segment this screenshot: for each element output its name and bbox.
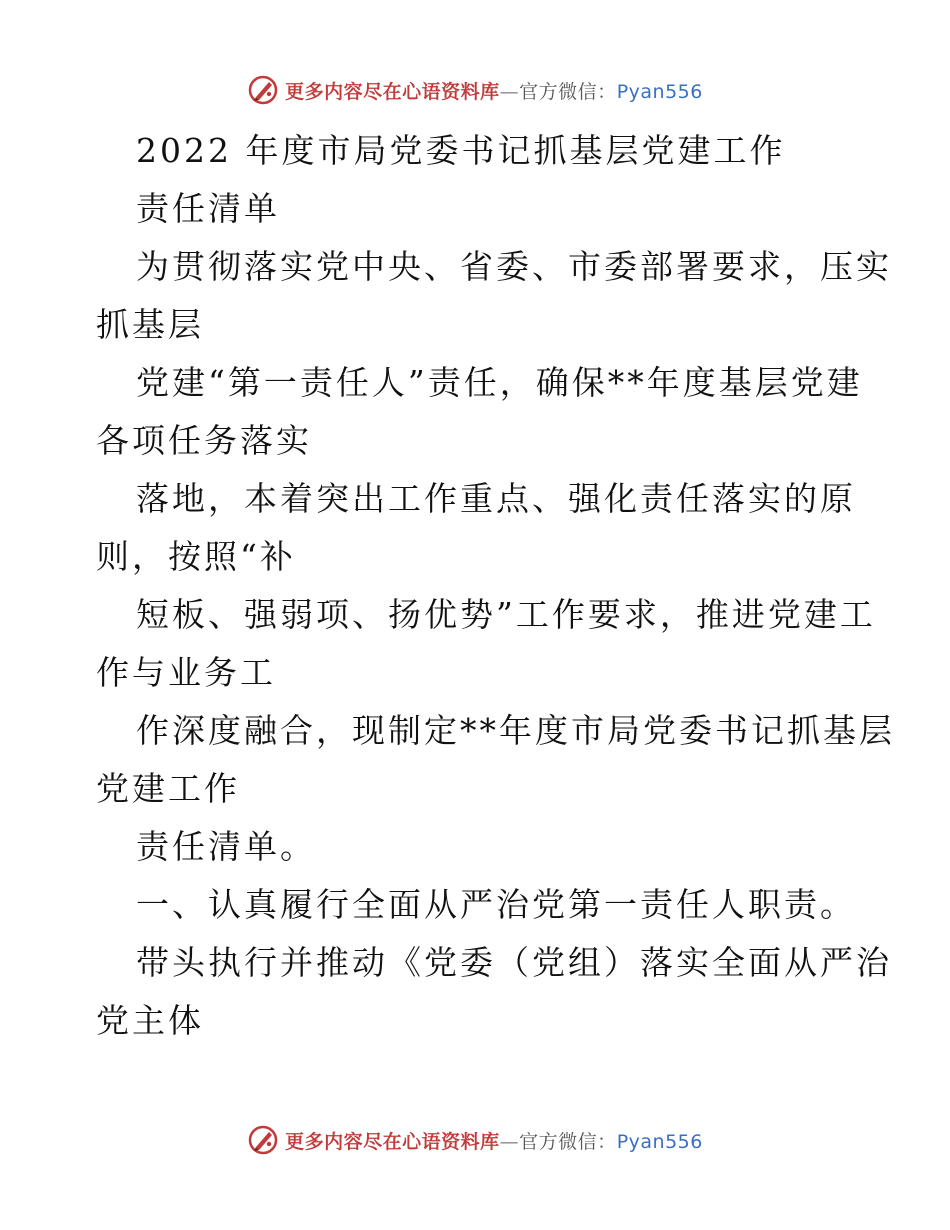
text-line: 一、认真履行全面从严治党第一责任人职责。 (136, 885, 856, 924)
text-line: 党建“第一责任人”责任，确保**年度基层党建 (136, 363, 863, 402)
watermark-main: 更多内容尽在心语资料库 (285, 1130, 500, 1153)
document-body (96, 122, 895, 1050)
text-line: 作与业务工 (96, 653, 276, 692)
text-line: 党建工作 (96, 769, 240, 808)
text-line: 2022 年度市局党委书记抓基层党建工作 (136, 131, 786, 170)
footer-watermark (0, 1120, 950, 1160)
watermark-account: Pyan556 (616, 80, 703, 103)
text-line: 为贯彻落实党中央、省委、市委部署要求，压实 (136, 247, 892, 286)
watermark-main: 更多内容尽在心语资料库 (285, 80, 500, 103)
watermark-text (285, 77, 703, 104)
watermark-group (247, 1124, 703, 1156)
text-line: 党主体 (96, 1001, 204, 1040)
text-line: 责任清单 (136, 189, 280, 228)
text-line: 落地，本着突出工作重点、强化责任落实的原 (136, 479, 856, 518)
text-line: 作深度融合，现制定**年度市局党委书记抓基层 (136, 711, 895, 750)
text-line: 带头执行并推动《党委（党组）落实全面从严治 (136, 943, 892, 982)
watermark-label: 官方微信： (519, 1130, 617, 1153)
watermark-group (247, 74, 703, 106)
text-line: 抓基层 (96, 305, 204, 344)
header-watermark (0, 70, 950, 110)
text-line: 短板、强弱项、扬优势”工作要求，推进党建工 (136, 595, 876, 634)
watermark-account: Pyan556 (616, 1130, 703, 1153)
quill-logo-icon (247, 1124, 279, 1156)
watermark-dash: — (499, 80, 520, 103)
watermark-label: 官方微信： (519, 80, 617, 103)
text-line: 则，按照“补 (96, 537, 296, 576)
watermark-text (285, 1127, 703, 1154)
watermark-dash: — (499, 1130, 520, 1153)
text-line: 责任清单。 (136, 827, 316, 866)
text-line: 各项任务落实 (96, 421, 312, 460)
quill-logo-icon (247, 74, 279, 106)
